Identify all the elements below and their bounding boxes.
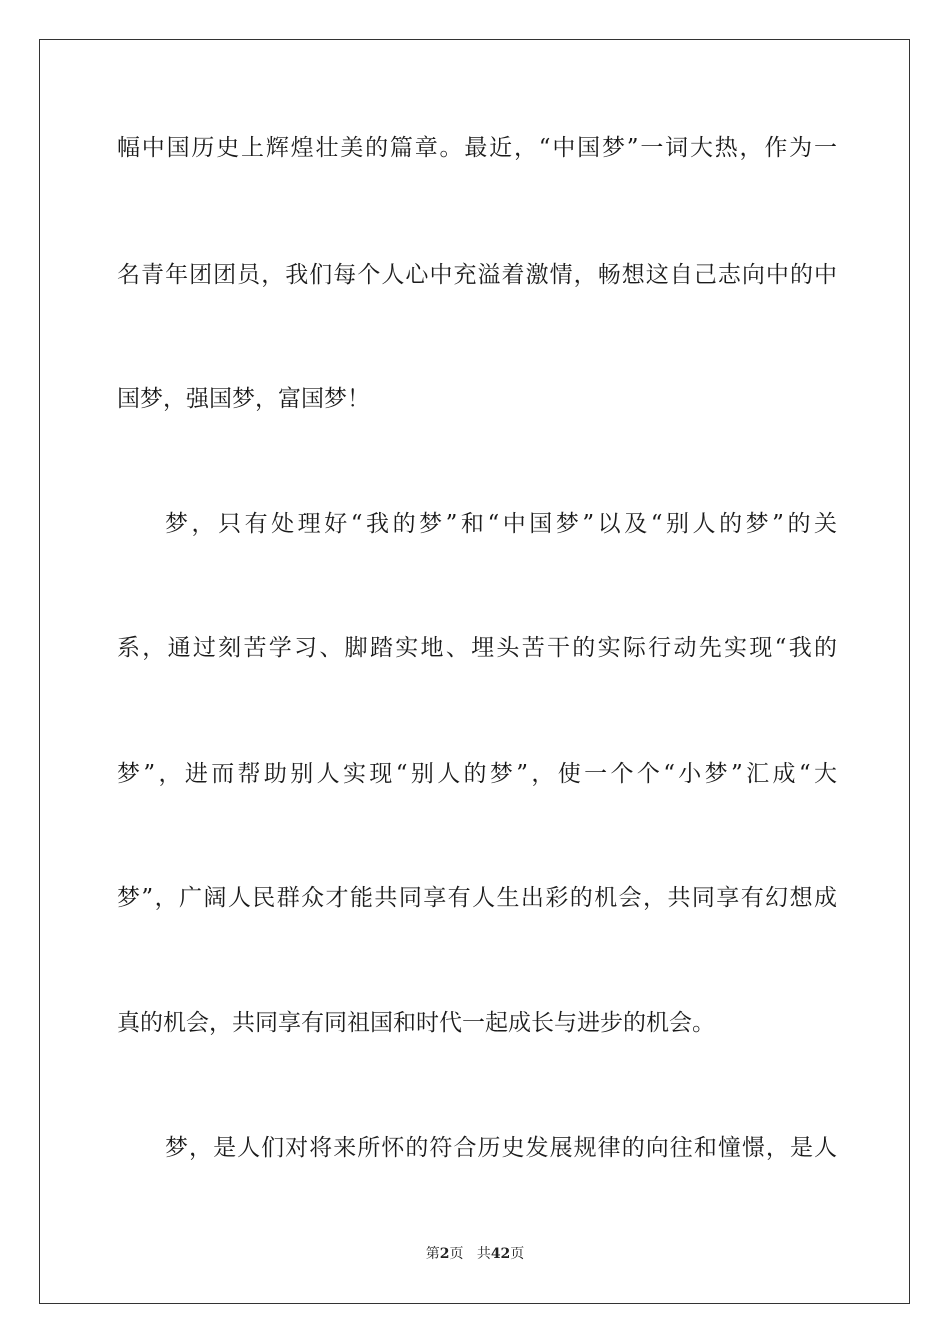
text-line-5: 系，通过刻苦学习、脚踏实地、埋头苦干的实际行动先实现“我的 <box>117 635 837 661</box>
page-suffix: 页 <box>449 1246 464 1262</box>
page-border <box>39 39 910 1304</box>
text-line-2: 名青年团团员，我们每个人心中充溢着激情，畅想这自己志向中的中 <box>117 262 837 288</box>
page-number: 2 <box>439 1246 450 1262</box>
total-pages: 42 <box>490 1246 511 1262</box>
text-line-9: 梦，是人们对将来所怀的符合历史发展规律的向往和憧憬，是人 <box>165 1135 837 1161</box>
total-suffix: 页 <box>510 1246 525 1262</box>
text-line-4: 梦，只有处理好“我的梦”和“中国梦”以及“别人的梦”的关 <box>165 511 837 537</box>
text-line-8: 真的机会，共同享有同祖国和时代一起成长与进步的机会。 <box>117 1010 715 1036</box>
page-prefix: 第 <box>425 1246 440 1262</box>
text-line-3: 国梦，强国梦，富国梦！ <box>117 386 370 412</box>
text-line-7: 梦”，广阔人民群众才能共同享有人生出彩的机会，共同享有幻想成 <box>117 885 837 911</box>
page-footer <box>0 1244 950 1264</box>
total-prefix: 共 <box>476 1246 491 1262</box>
text-line-1: 幅中国历史上辉煌壮美的篇章。最近，“中国梦”一词大热，作为一 <box>117 135 837 161</box>
text-line-6: 梦”，进而帮助别人实现“别人的梦”，使一个个“小梦”汇成“大 <box>117 761 837 787</box>
